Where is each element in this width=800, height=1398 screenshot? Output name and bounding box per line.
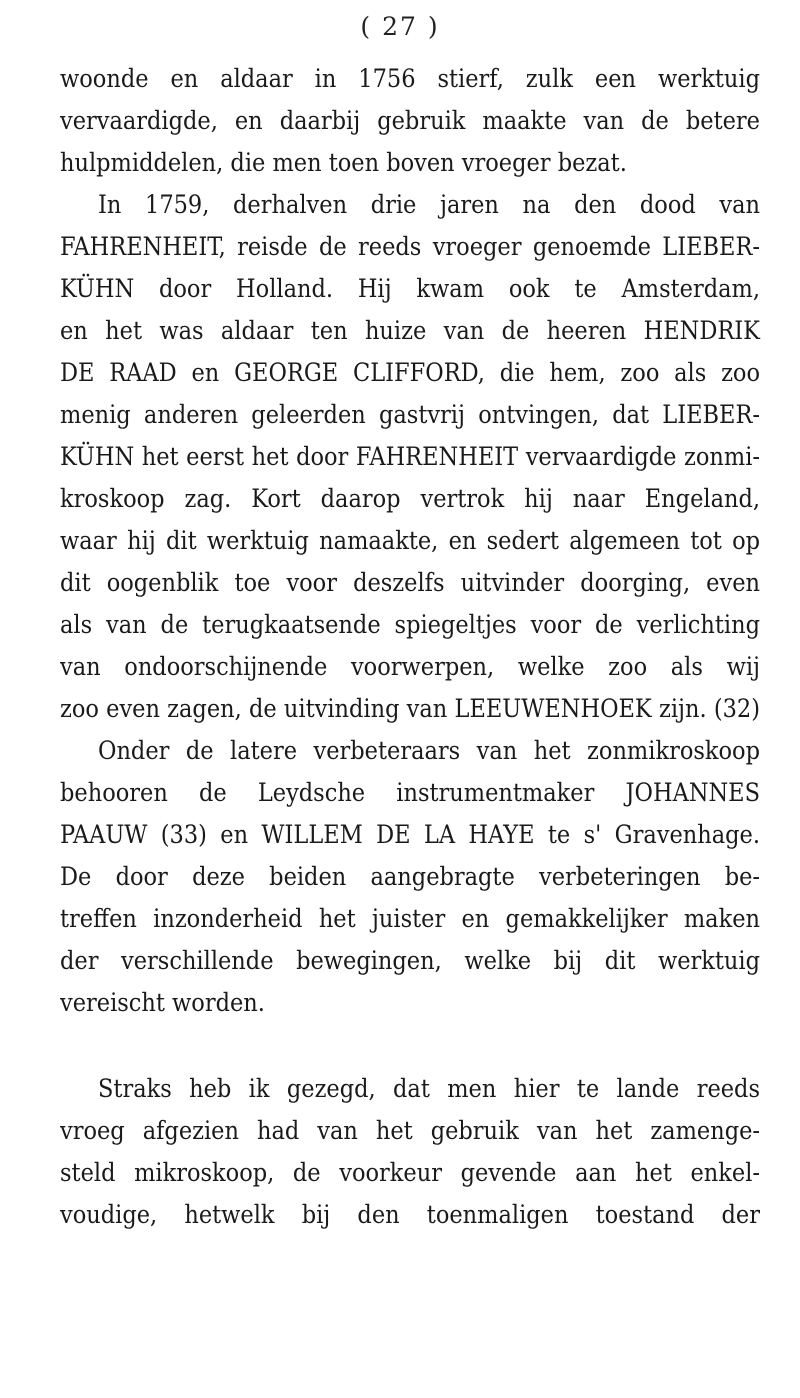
text-line: vereischt worden. xyxy=(60,988,265,1017)
text-line: voudige, hetwelk bij den toenmaligen toestand der xyxy=(60,1200,760,1229)
text-line: In 1759, derhalven drie jaren na den dood van xyxy=(98,190,760,219)
text-line: Straks heb ik gezegd, dat men hier te lande reeds xyxy=(98,1074,760,1103)
text-line: FAHRENHEIT, reisde de reeds vroeger genoemde LIEBER- xyxy=(60,232,760,261)
text-line: KÜHN het eerst het door FAHRENHEIT vervaardigde zonmi- xyxy=(60,442,760,471)
text-line: dit oogenblik toe voor deszelfs uitvinder doorging, even xyxy=(60,568,760,597)
text-line: woonde en aldaar in 1756 stierf, zulk een werktuig xyxy=(60,64,760,93)
text-line: De door deze beiden aangebragte verbeteringen be- xyxy=(60,862,760,891)
text-line: hulpmiddelen, die men toen boven vroeger bezat. xyxy=(60,148,627,177)
text-line: steld mikroskoop, de voorkeur gevende aan het enkel- xyxy=(60,1158,760,1187)
text-line: zoo even zagen, de uitvinding van LEEUWENHOEK zijn. (32) xyxy=(60,694,760,723)
text-line: kroskoop zag. Kort daarop vertrok hij naar Engeland, xyxy=(60,484,760,513)
text-line: als van de terugkaatsende spiegeltjes voor de verlichting xyxy=(60,610,760,639)
text-line: van ondoorschijnende voorwerpen, welke zoo als wij xyxy=(60,652,760,681)
text-line: PAAUW (33) en WILLEM DE LA HAYE te s' Gravenhage. xyxy=(60,820,760,849)
page-number: ( 27 ) xyxy=(360,12,440,41)
text-line: menig anderen geleerden gastvrij ontvingen, dat LIEBER- xyxy=(60,400,760,429)
text-line: Onder de latere verbeteraars van het zonmikroskoop xyxy=(98,736,760,765)
text-line: der verschillende bewegingen, welke bij dit werktuig xyxy=(60,946,760,975)
text-line: waar hij dit werktuig namaakte, en sedert algemeen tot op xyxy=(60,526,760,555)
text-line: vervaardigde, en daarbij gebruik maakte van de betere xyxy=(60,106,760,135)
text-line: treffen inzonderheid het juister en gemakkelijker maken xyxy=(60,904,760,933)
text-line: DE RAAD en GEORGE CLIFFORD, die hem, zoo als zoo xyxy=(60,358,760,387)
text-line: KÜHN door Holland. Hij kwam ook te Amsterdam, xyxy=(60,274,760,303)
text-line: en het was aldaar ten huize van de heeren HENDRIK xyxy=(60,316,760,345)
text-line: vroeg afgezien had van het gebruik van het zamenge- xyxy=(60,1116,760,1145)
text-line: behooren de Leydsche instrumentmaker JOHANNES xyxy=(60,778,760,807)
